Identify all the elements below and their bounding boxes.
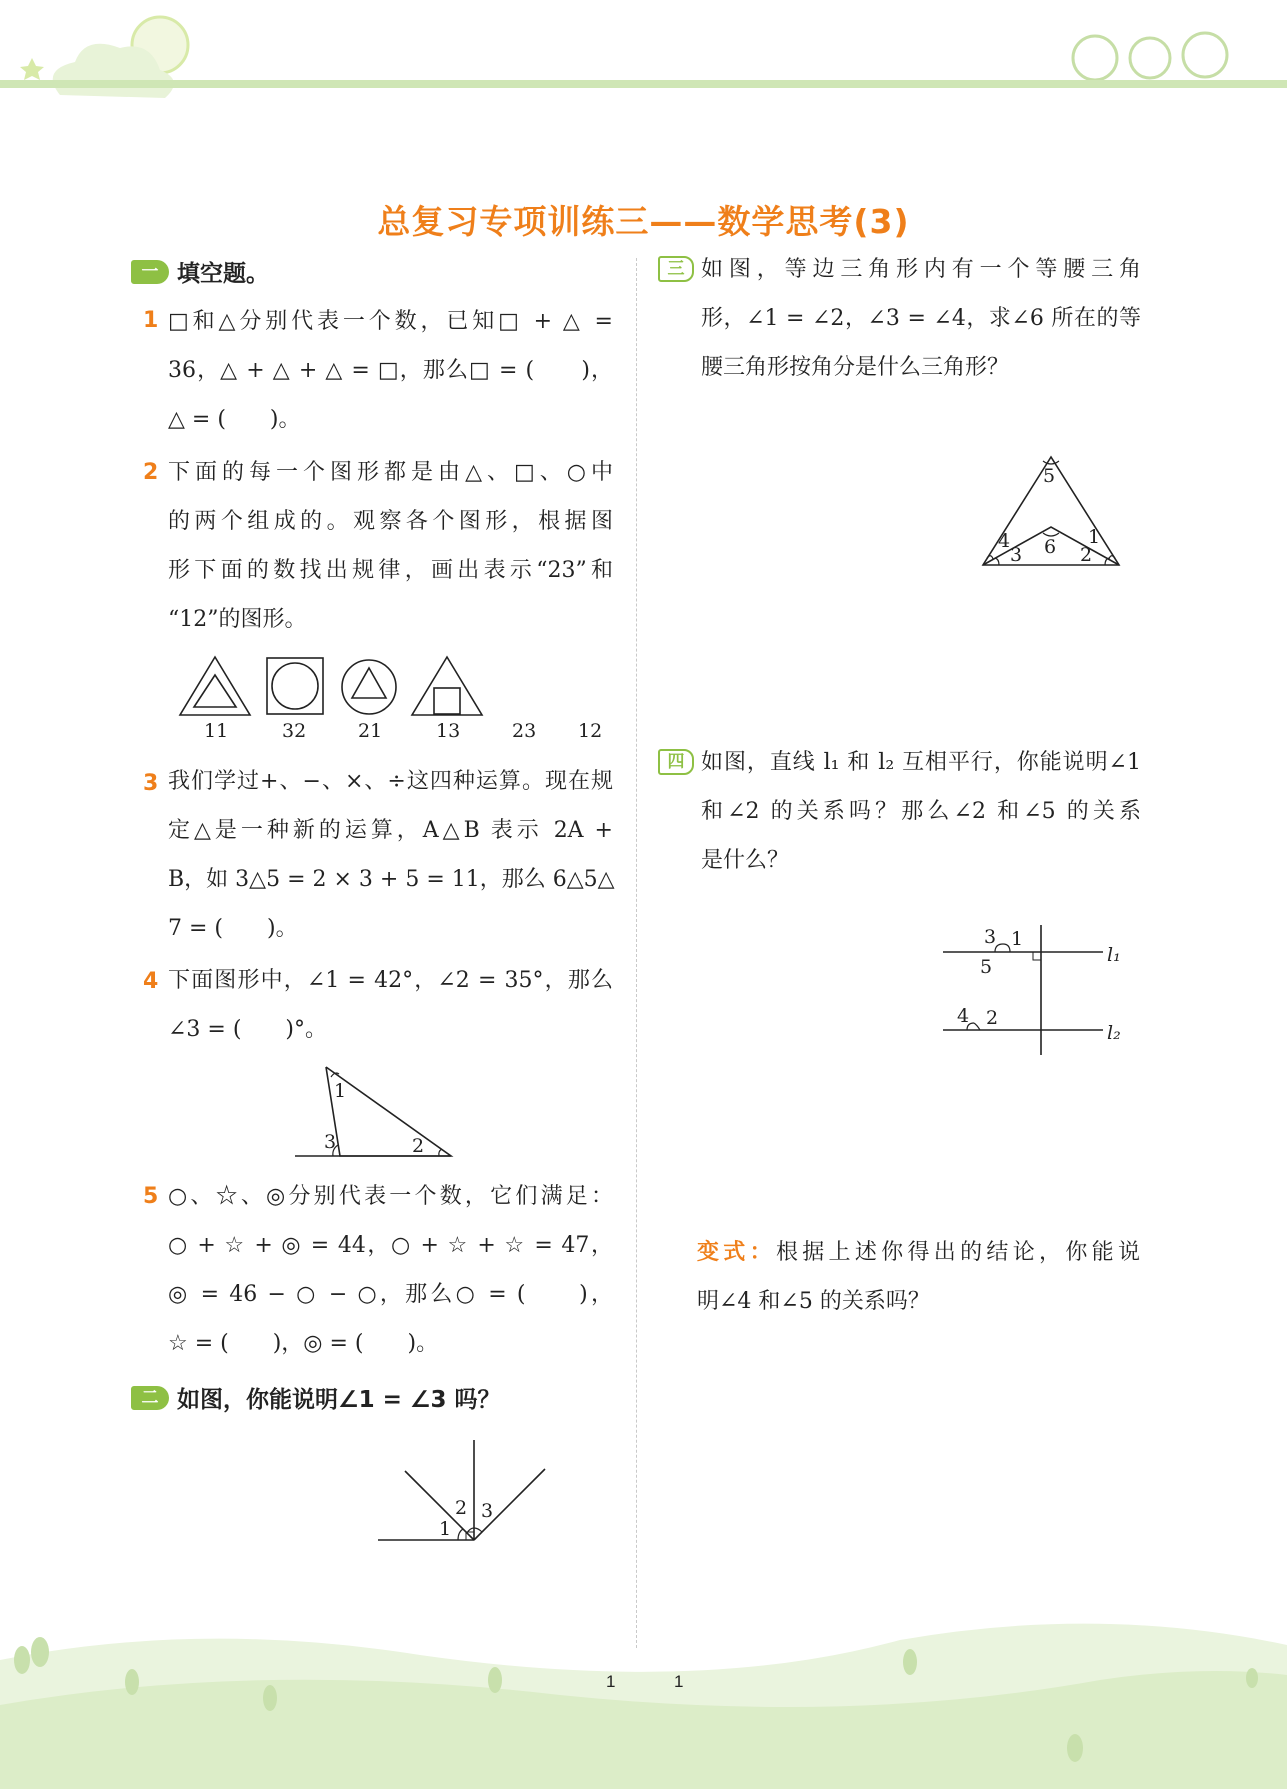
q5-line: ○ + ☆ + ◎ = 44，○ + ☆ + ☆ = 47， — [168, 1233, 613, 1258]
q1-line: △ = ( )。 — [168, 407, 301, 432]
q2-text — [168, 448, 613, 644]
variant-text — [697, 1228, 1140, 1326]
q3-line: B，如 3△5 = 2 × 3 + 5 = 11，那么 6△5△ — [168, 867, 615, 892]
s4-angle-label: 4 — [957, 1005, 970, 1027]
q2-line: 形下面的数找出规律，画出表示“23”和 — [168, 558, 613, 583]
q5-text — [168, 1172, 613, 1368]
s3-angle-label: 4 — [998, 530, 1011, 552]
header-band — [0, 80, 1287, 88]
q1-number: 1 — [143, 308, 159, 333]
q2-label: 13 — [436, 720, 461, 742]
q5-number: 5 — [143, 1184, 159, 1209]
s4-line: 如图，直线 l₁ 和 l₂ 互相平行，你能说明∠1 — [701, 750, 1141, 775]
s4-line: 和∠2 的关系吗？那么∠2 和∠5 的关系 — [701, 799, 1141, 824]
figure-triangle-triangle — [180, 657, 250, 715]
page-number-right: 1 — [674, 1672, 684, 1691]
footer-ground-illustration — [0, 1600, 1287, 1789]
q4-line: 下面图形中，∠1 = 42°，∠2 = 35°，那么 — [168, 968, 613, 993]
q2-label: 23 — [512, 720, 537, 742]
s3-line: 腰三角形按角分是什么三角形？ — [701, 355, 1010, 380]
q2-figures — [178, 655, 618, 735]
s2-angle-label: 2 — [455, 1497, 468, 1519]
variant-line: 明∠4 和∠5 的关系吗？ — [697, 1289, 930, 1314]
section4-text — [701, 738, 1141, 885]
s4-angle-label: 1 — [1011, 928, 1024, 950]
s2-angle-label: 1 — [439, 1518, 452, 1540]
q3-text — [168, 757, 613, 953]
q2-label: 12 — [578, 720, 603, 742]
section1-badge: 一 — [131, 260, 169, 284]
q2-label: 21 — [358, 720, 383, 742]
variant-line: 根据上述你得出的结论，你能说 — [775, 1240, 1140, 1265]
q5-line: ☆ = ( )，◎ = ( )。 — [168, 1331, 439, 1356]
q4-text — [168, 956, 613, 1054]
q4-angle-label: 3 — [324, 1131, 337, 1153]
q4-triangle-figure — [295, 1065, 475, 1165]
s3-line: 形，∠1 = ∠2，∠3 = ∠4，求∠6 所在的等 — [701, 306, 1141, 331]
q3-line: 我们学过+、−、×、÷这四种运算。现在规 — [168, 769, 613, 794]
q3-number: 3 — [143, 771, 159, 796]
q2-line: 下面的每一个图形都是由△、□、○中 — [168, 460, 613, 485]
q1-line: □和△分别代表一个数，已知□ + △ = — [168, 309, 613, 334]
column-divider — [636, 258, 637, 1648]
header-decoration — [0, 0, 1287, 120]
animal-faces-illustration — [1073, 33, 1227, 80]
q1-text — [168, 297, 613, 444]
q4-angle-label: 1 — [334, 1080, 347, 1102]
s4-angle-label: 2 — [986, 1007, 999, 1029]
q2-label: 32 — [282, 720, 307, 742]
q1-line: 36，△ + △ + △ = □，那么□ = ( )， — [168, 358, 613, 383]
s3-angle-label: 3 — [1010, 544, 1023, 566]
s3-line: 如图，等边三角形内有一个等腰三角 — [701, 257, 1141, 282]
q2-label: 11 — [204, 720, 229, 742]
section1-title: 填空题。 — [177, 261, 269, 287]
section2-title: 如图，你能说明∠1 = ∠3 吗？ — [177, 1387, 501, 1413]
s3-angle-label: 1 — [1088, 526, 1101, 548]
line-label-l1: l₁ — [1107, 944, 1121, 966]
s3-angle-label: 6 — [1044, 536, 1057, 558]
q2-line: 的两个组成的。观察各个图形，根据图 — [168, 509, 613, 534]
q4-line: ∠3 = ( )°。 — [168, 1017, 328, 1042]
figure-triangle-square — [412, 657, 482, 715]
s4-line: 是什么？ — [701, 848, 790, 873]
line-label-l2: l₂ — [1107, 1022, 1121, 1044]
page-title: 总复习专项训练三——数学思考(3) — [377, 202, 910, 241]
section4-parallel-lines-figure — [943, 925, 1113, 1055]
q2-line: “12”的图形。 — [168, 607, 307, 632]
figure-square-circle — [267, 658, 323, 714]
section2-header — [131, 1381, 501, 1414]
figure-circle-triangle — [342, 660, 396, 714]
s4-angle-label: 3 — [984, 926, 997, 948]
s3-angle-label: 5 — [1043, 465, 1056, 487]
section1-header — [131, 255, 269, 288]
variant-label: 变式： — [697, 1240, 776, 1265]
q5-line: ◎ = 46 − ○ − ○，那么○ = ( )， — [168, 1282, 613, 1307]
q4-number: 4 — [143, 969, 159, 994]
section3-badge: 三 — [658, 256, 694, 282]
q5-line: ○、☆、◎分别代表一个数，它们满足： — [168, 1184, 613, 1209]
s4-angle-label: 5 — [980, 956, 993, 978]
section2-angle-figure — [378, 1440, 548, 1550]
section3-text — [701, 245, 1141, 392]
q4-angle-label: 2 — [412, 1135, 425, 1157]
section2-badge: 二 — [131, 1386, 169, 1410]
q3-line: 7 = ( )。 — [168, 916, 298, 941]
s3-angle-label: 2 — [1080, 544, 1093, 566]
q2-number: 2 — [143, 460, 159, 485]
page-number-left: 1 — [606, 1672, 616, 1691]
section4-badge: 四 — [658, 749, 694, 775]
q3-line: 定△是一种新的运算，A△B 表示 2A + — [168, 818, 613, 843]
s2-angle-label: 3 — [481, 1500, 494, 1522]
